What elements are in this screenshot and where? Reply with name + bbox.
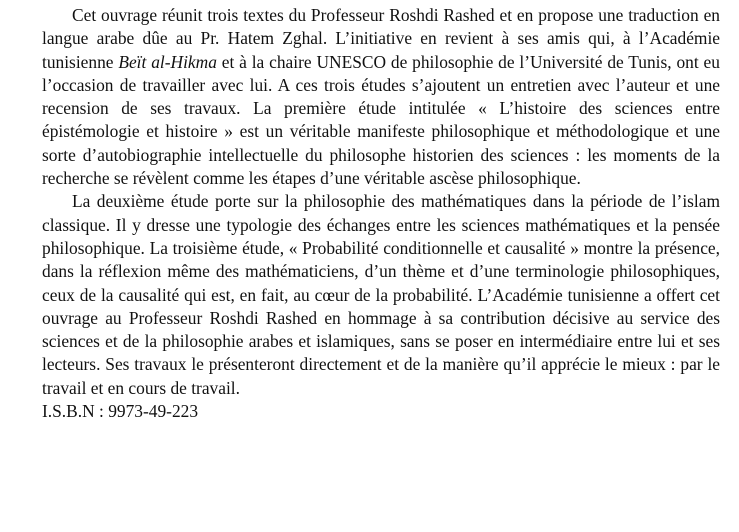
paragraph-1-text-start: Cet ouvrage réunit trois textes du Professeur Roshdi Rashed et en propose une traduction en langue arabe dûe au Pr. Hatem Zghal. L’initiative en revient à ses amis qui, à l’Académie tunisienne	[42, 5, 720, 72]
paragraph-2: La deuxième étude porte sur la philosophie des mathématiques dans la période de l’islam classique. Il y dresse une typologie des échanges entre les sciences mathématiques et la pensée philosophique. La troisième étude, « Probabilité conditionnelle et causalité » montre la présence, dans la réflexion même des mathématiciens, d’un thème et d’une terminologie philosophiques, ceux de la causalité qui est, en fait, au cœur de la probabilité. L’Académie tunisienne a offert cet ouvrage au Professeur Roshdi Rashed en hommage à sa contribution décisive au service des sciences et de la philosophie arabes et islamiques, sans se poser en intermédiaire entre lui et ses lecteurs. Ses travaux le présenteront directement et de la manière qu’il apprécie le mieux : par le travail et en cours de travail.	[42, 191, 720, 398]
document-page	[42, 4, 720, 423]
beit-al-hikma-italic: Beït al-Hikma	[118, 51, 217, 72]
paragraph-1	[42, 4, 720, 190]
paragraph-1-text-end: et à la chaire UNESCO de philosophie de l’Université de Tunis, ont eu l’occasion de travailler avec lui. A ces trois études s’ajoutent un entretien avec l’auteur et une recension de ses travaux. La première étude intitulée « L’histoire des sciences entre épistémologie et histoire » est un véritable manifeste philosophique et méthodologique et une sorte d’autobiographie intellectuelle du philosophe historien des sciences : les moments de la recherche se révèlent comme les étapes d’une véritable ascèse philosophique.	[42, 51, 720, 189]
isbn-line: I.S.B.N : 9973-49-223	[42, 401, 199, 422]
